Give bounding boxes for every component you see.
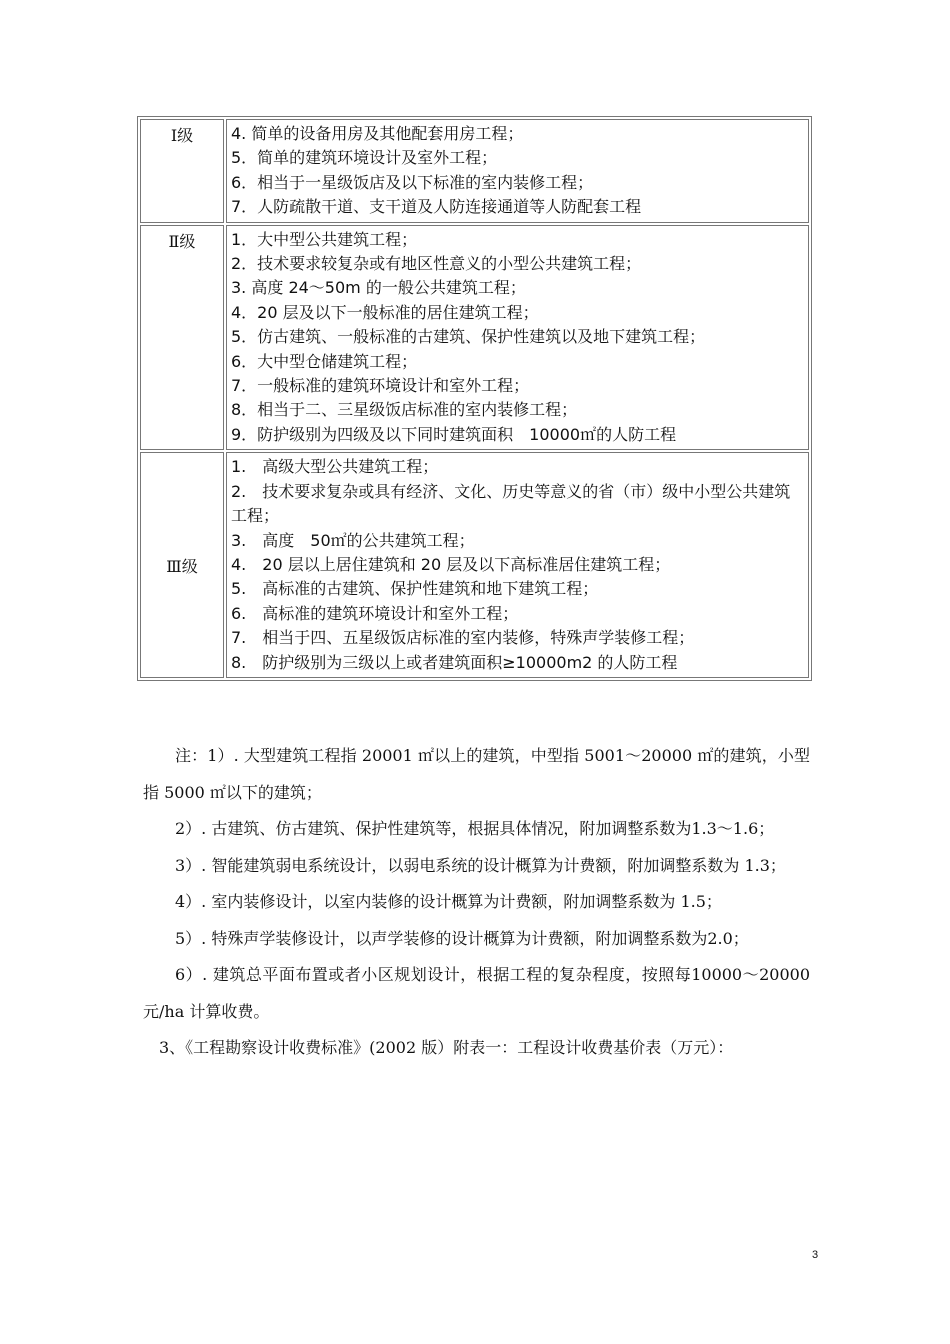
note-paragraph: 注：1）. 大型建筑工程指 20001 ㎡以上的建筑，中型指 5001～20000 ㎡的建筑，小型指 5000 ㎡以下的建筑； bbox=[143, 746, 810, 802]
grade-label: Ⅲ级 bbox=[140, 452, 224, 678]
note-paragraph: 3）. 智能建筑弱电系统设计，以弱电系统的设计概算为计费额，附加调整系数为 1.3； bbox=[175, 855, 786, 875]
grade-items bbox=[226, 225, 809, 451]
list-item: 7. 相当于四、五星级饭店标准的室内装修，特殊声学装修工程； bbox=[231, 628, 695, 648]
table-row bbox=[140, 119, 809, 223]
list-item: 5. 高标准的古建筑、保护性建筑和地下建筑工程； bbox=[231, 579, 599, 599]
list-item: 3. 高度 24～50m 的一般公共建筑工程； bbox=[231, 278, 526, 298]
note-paragraph: 2）. 古建筑、仿古建筑、保护性建筑等，根据具体情况，附加调整系数为1.3～1.6； bbox=[175, 819, 775, 838]
list-item: 3. 高度 50㎡的公共建筑工程； bbox=[231, 530, 475, 550]
note-paragraph: 5）. 特殊声学装修设计，以声学装修的设计概算为计费额，附加调整系数为2.0； bbox=[175, 928, 749, 948]
list-item: 2. 技术要求复杂或具有经济、文化、历史等意义的省（市）级中小型公共建筑工程； bbox=[231, 481, 791, 526]
list-item: 4．20 层及以下一般标准的居住建筑工程； bbox=[231, 302, 539, 322]
list-item: 7．人防疏散干道、支干道及人防连接通道等人防配套工程 bbox=[231, 197, 642, 217]
grade-label: Ⅱ级 bbox=[140, 225, 224, 451]
grade-items bbox=[226, 452, 809, 678]
grade-table bbox=[137, 116, 812, 681]
list-item: 5．仿古建筑、一般标准的古建筑、保护性建筑以及地下建筑工程； bbox=[231, 327, 706, 347]
grade-label: Ⅰ级 bbox=[140, 119, 224, 223]
notes-section bbox=[143, 738, 810, 1067]
list-item: 9．防护级别为四级及以下同时建筑面积 10000㎡的人防工程 bbox=[231, 424, 677, 444]
list-item: 4. 简单的设备用房及其他配套用房工程； bbox=[231, 124, 524, 143]
note-paragraph: 6）. 建筑总平面布置或者小区规划设计，根据工程的复杂程度，按照每10000～20000元/ha 计算收费。 bbox=[143, 965, 810, 1021]
list-item: 6．大中型仓储建筑工程； bbox=[231, 351, 418, 371]
list-item: 6．相当于一星级饭店及以下标准的室内装修工程； bbox=[231, 172, 594, 192]
list-item: 7．一般标准的建筑环境设计和室外工程； bbox=[231, 376, 530, 396]
list-item: 1．大中型公共建筑工程； bbox=[231, 229, 418, 249]
table-row bbox=[140, 452, 809, 678]
list-item: 8. 防护级别为三级以上或者建筑面积≥10000m2 的人防工程 bbox=[231, 652, 678, 672]
list-item: 1. 高级大型公共建筑工程； bbox=[231, 457, 439, 477]
list-item: 8．相当于二、三星级饭店标准的室内装修工程； bbox=[231, 400, 578, 420]
list-item: 6. 高标准的建筑环境设计和室外工程； bbox=[231, 603, 519, 623]
section-heading: 3、《工程勘察设计收费标准》(2002 版）附表一：工程设计收费基价表（万元）： bbox=[159, 1038, 734, 1057]
table-row bbox=[140, 225, 809, 451]
page-number: 3 bbox=[812, 1249, 819, 1261]
note-paragraph: 4）. 室内装修设计，以室内装修的设计概算为计费额，附加调整系数为 1.5； bbox=[175, 892, 722, 911]
list-item: 5．简单的建筑环境设计及室外工程； bbox=[231, 148, 498, 168]
list-item: 4. 20 层以上居住建筑和 20 层及以下高标准居住建筑工程； bbox=[231, 554, 671, 574]
grade-items bbox=[226, 119, 809, 223]
list-item: 2．技术要求较复杂或有地区性意义的小型公共建筑工程； bbox=[231, 254, 642, 274]
